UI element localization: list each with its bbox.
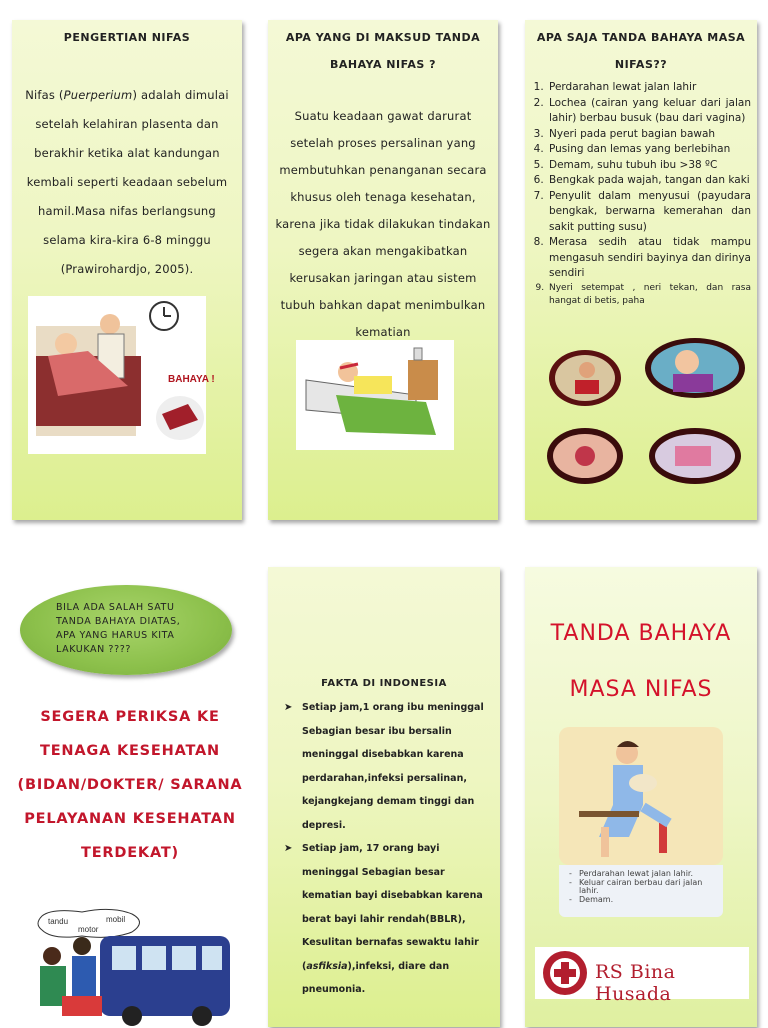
transport-illustration <box>12 906 238 1024</box>
panel-daftar-tanda-bahaya <box>525 20 757 520</box>
postpartum-illustration <box>28 296 215 454</box>
cover-title-line1: TANDA BAHAYA <box>550 621 732 646</box>
cover-title-line2: MASA NIFAS <box>569 677 713 702</box>
bahaya-label: BAHAYA ! <box>168 374 215 385</box>
panel-title: FAKTA DI INDONESIA <box>321 678 447 689</box>
symptom-photos <box>545 338 745 498</box>
list-item: ➤ Setiap jam,1 orang ibu meninggal Sebagian besar ibu bersalin meninggal disebabkan karena perdarahan,infeksi persalinan, kejangkejang demam tinggi dan depresi. <box>284 696 492 837</box>
arrow-bullet-icon: ➤ <box>284 702 293 713</box>
panel-title: PENGERTIAN NIFAS <box>63 31 191 44</box>
definition-text: Nifas (Puerperium) adalah dimulai setelah kelahiran plasenta dan berakhir ketika alat kandungan kembali seperti keadaan sebelum hamil.Masa nifas berlangsung selama kira-kira 6-8 minggu (Prawirohardjo, 2005). <box>25 88 229 276</box>
bubble-word: mobil <box>106 915 126 924</box>
panel-cover <box>525 567 757 1027</box>
list-item: 8. Merasa sedih atau tidak mampu mengasuh sendiri bayinya dan dirinya sendiri <box>547 235 751 282</box>
call-to-action: SEGERA PERIKSA KE TENAGA KESEHATAN (BIDAN/DOKTER/ SARANA PELAYANAN KESEHATAN TERDEKAT) <box>17 709 243 861</box>
meaning-text: Suatu keadaan gawat darurat setelah proses persalinan yang membutuhkan penanganan secara khusus oleh tenaga kesehatan, karena jika tidak dilakukan tindakan segera akan mengakibatkan kerusakan jaringan atau sistem tubuh bahkan dapat menimbulkan kematian <box>275 109 491 339</box>
list-item: 2. Lochea (cairan yang keluar dari jalan lahir) berbau busuk (bau dari vagina) <box>547 96 751 127</box>
list-item: 6. Bengkak pada wajah, tangan dan kaki <box>547 173 751 189</box>
facts-list <box>284 696 492 1002</box>
list-item: 1. Perdarahan lewat jalan lahir <box>547 80 751 96</box>
arrow-bullet-icon: ➤ <box>284 843 293 854</box>
cover-caption: - Perdarahan lewat jalan lahir. - Keluar cairan berbau dari jalan lahir. - Demam. <box>559 865 723 917</box>
list-item: 7. Penyulit dalam menyusui (payudara bengkak, berwarna kemerahan dan sakit putting susu) <box>547 189 751 236</box>
hospital-name: RS Bina Husada <box>595 961 676 1005</box>
list-item: 5. Demam, suhu tubuh ibu >38 ºC <box>547 158 751 174</box>
list-item: 9. Nyeri setempat , neri tekan, dan rasa hangat di betis, paha <box>547 282 751 308</box>
list-item: 4. Pusing dan lemas yang berlebihan <box>547 142 751 158</box>
hospital-cross-icon <box>541 949 589 997</box>
panel-title: APA SAJA TANDA BAHAYA MASA NIFAS?? <box>536 31 746 71</box>
panel-pengertian-nifas <box>12 20 242 520</box>
question-oval: BILA ADA SALAH SATU TANDA BAHAYA DIATAS, APA YANG HARUS KITA LAKUKAN ???? <box>20 585 232 675</box>
panel-fakta-indonesia <box>268 567 500 1027</box>
list-item: ➤ Setiap jam, 17 orang bayi meninggal Sebagian besar kematian bayi disebabkan karena berat bayi lahir rendah(BBLR), Kesulitan bernafas sewaktu lahir (asfiksia),infeksi, diare dan pneumonia. <box>284 837 492 1002</box>
panel-title: APA YANG DI MAKSUD TANDA BAHAYA NIFAS ? <box>285 31 481 71</box>
bubble-word: motor <box>78 925 99 934</box>
hospital-logo <box>535 947 749 1005</box>
sick-woman-bed-illustration <box>296 340 454 450</box>
list-item: 3. Nyeri pada perut bagian bawah <box>547 127 751 143</box>
bubble-word: tandu <box>48 917 69 926</box>
mother-baby-illustration <box>559 727 723 865</box>
panel-maksud-tanda-bahaya <box>268 20 498 520</box>
danger-signs-list <box>547 80 751 308</box>
